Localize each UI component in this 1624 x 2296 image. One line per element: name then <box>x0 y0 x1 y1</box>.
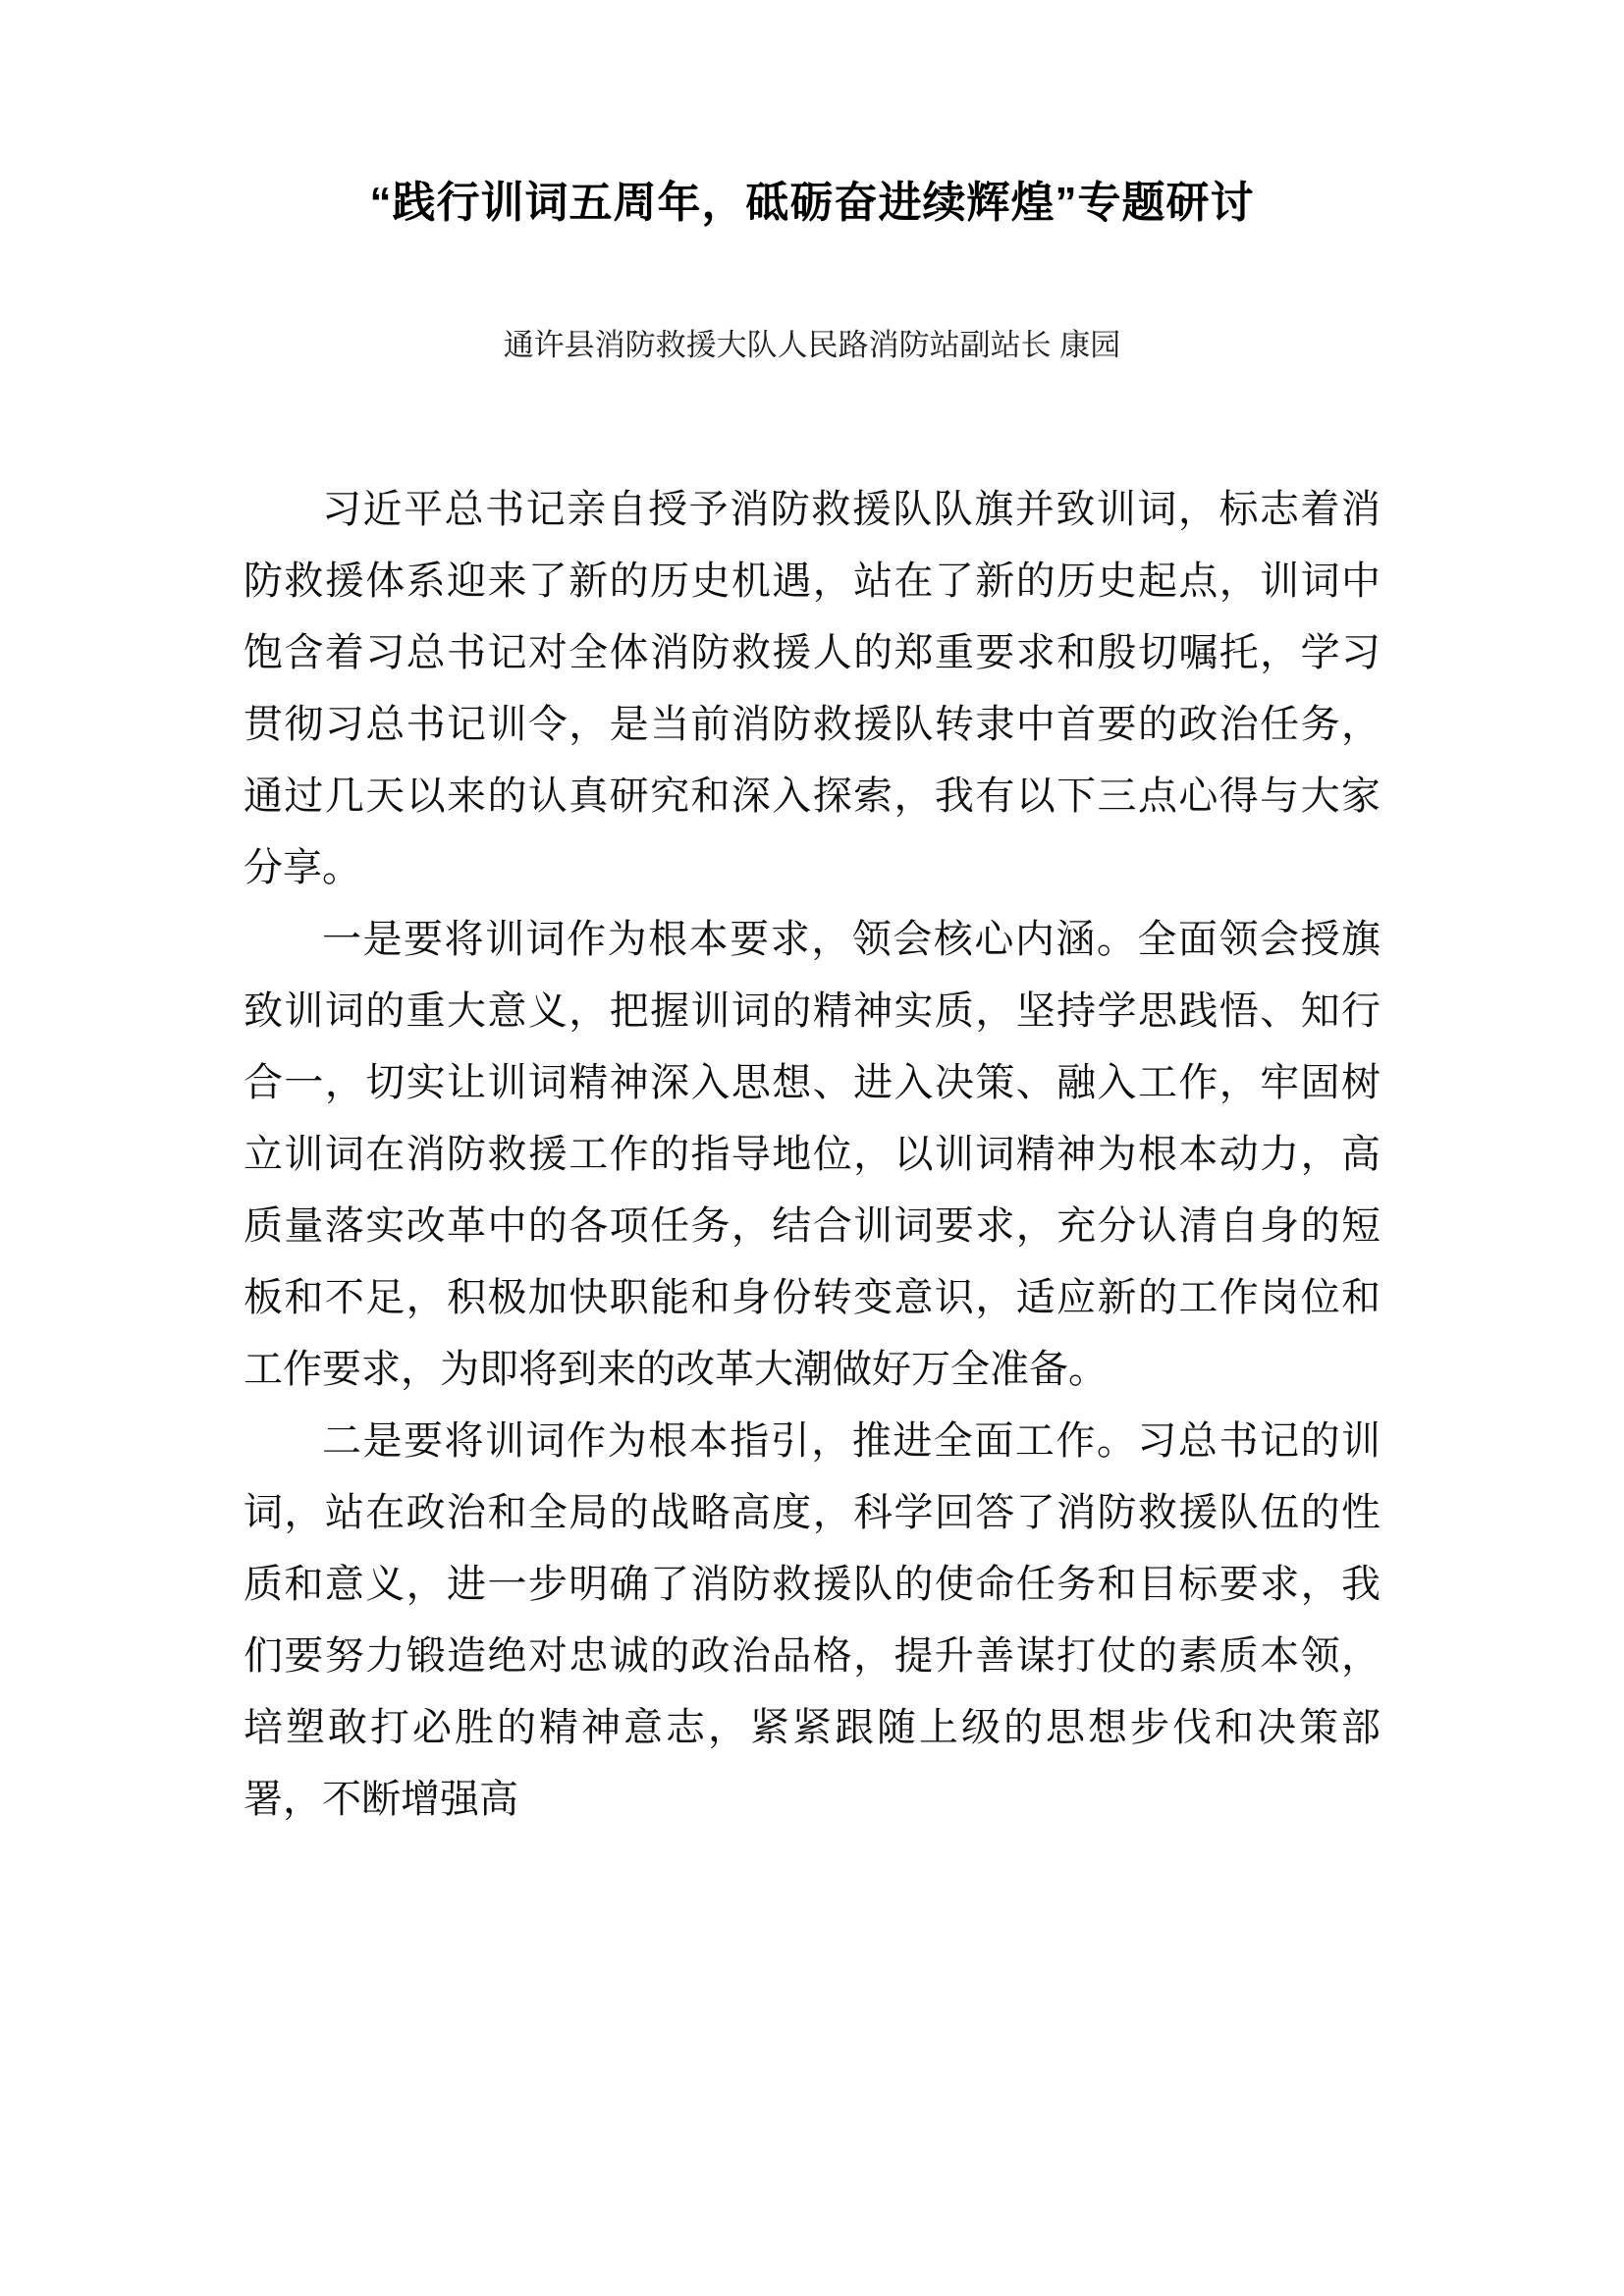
paragraph-3: 二是要将训词作为根本指引，推进全面工作。习总书记的训词，站在政治和全局的战略高度，科学回答了消防救援队伍的性质和意义，进一步明确了消防救援队的使命任务和目标要求，我们要努力锻造绝对忠诚的政治品格，提升善谋打仗的素质本领，培塑敢打必胜的精神意志，紧紧跟随上级的思想步伐和决策部署，不断增强高 <box>244 1419 1380 1821</box>
document-body <box>244 474 1380 1836</box>
author-line: 通许县消防救援大队人民路消防站副站长 康园 <box>503 328 1121 362</box>
paragraph-1: 习近平总书记亲自授予消防救援队队旗并致训词，标志着消防救援体系迎来了新的历史机遇，站在了新的历史起点，训词中饱含着习总书记对全体消防救援人的郑重要求和殷切嘱托，学习贯彻习总书记训令，是当前消防救援队转隶中首要的政治任务，通过几天以来的认真研究和深入探索，我有以下三点心得与大家分享。 <box>244 488 1380 889</box>
document-title: “践行训词五周年，砥砺奋进续辉煌”专题研讨 <box>369 179 1255 227</box>
paragraph-2: 一是要将训词作为根本要求，领会核心内涵。全面领会授旗致训词的重大意义，把握训词的精神实质，坚持学思践悟、知行合一，切实让训词精神深入思想、进入决策、融入工作，牢固树立训词在消防救援工作的指导地位，以训词精神为根本动力，高质量落实改革中的各项任务，结合训词要求，充分认清自身的短板和不足，积极加快职能和身份转变意识，适应新的工作岗位和工作要求，为即将到来的改革大潮做好万全准备。 <box>244 918 1380 1391</box>
